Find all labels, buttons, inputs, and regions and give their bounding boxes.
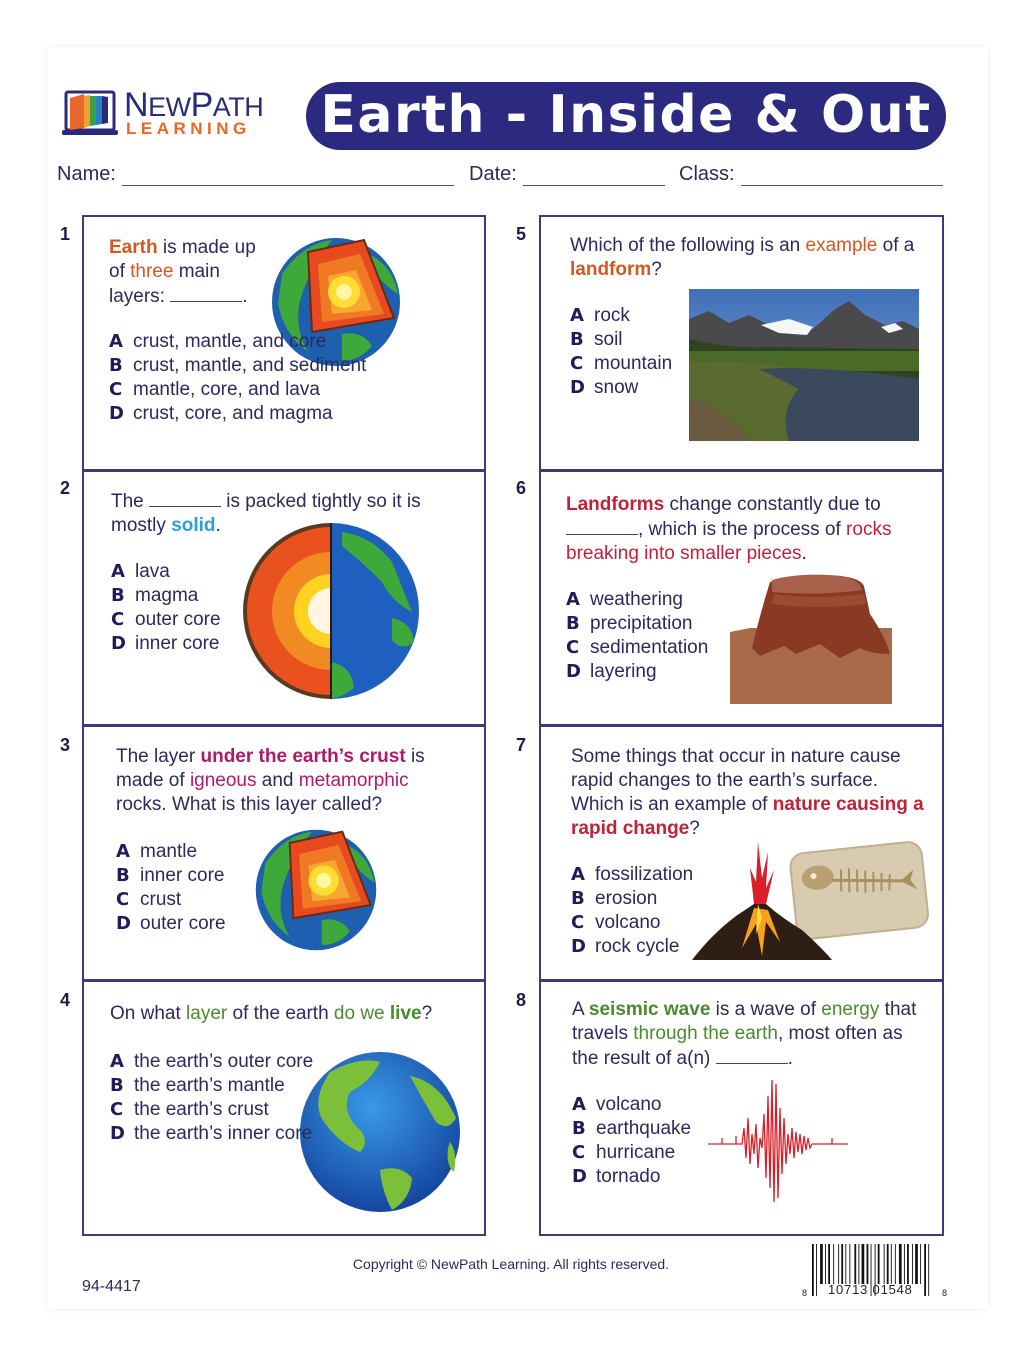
class-label: Class: — [679, 163, 735, 185]
question-text-segment: solid — [171, 515, 216, 536]
question-text-segment: nature causing a rapid change — [571, 794, 924, 839]
mesa-rock-icon — [730, 574, 892, 704]
option-text: precipitation — [590, 613, 693, 634]
question-text-segment: The — [111, 491, 150, 512]
answer-option-c[interactable] — [109, 378, 409, 402]
option-letter: A — [116, 841, 130, 862]
name-input-line[interactable] — [122, 166, 454, 186]
product-code: 94-4417 — [82, 1278, 141, 1295]
option-text: rock — [594, 305, 630, 326]
question-text-segment: On what — [110, 1003, 187, 1024]
barcode-bar — [895, 1244, 896, 1284]
option-letter: D — [110, 1123, 125, 1144]
option-letter: A — [572, 1094, 586, 1115]
answer-options — [110, 1050, 340, 1146]
question-text-segment: rocks. What is this layer called? — [116, 794, 383, 815]
option-letter: C — [116, 889, 130, 910]
barcode-bar — [867, 1244, 869, 1284]
name-label: Name: — [57, 163, 116, 185]
option-letter: B — [109, 355, 123, 376]
option-text: earthquake — [596, 1118, 692, 1139]
question-text-segment: Some things that occur in nature cause rapid changes to the earth’s surface. Which is an example of — [571, 746, 901, 815]
answer-option-b[interactable] — [111, 584, 251, 608]
option-text: mantle — [140, 841, 198, 862]
question-text-segment: under the earth’s crust — [200, 746, 406, 767]
option-text: magma — [135, 585, 199, 606]
option-letter: A — [571, 864, 585, 885]
option-text: volcano — [595, 912, 661, 933]
option-letter: A — [110, 1051, 124, 1072]
option-letter: D — [566, 661, 581, 682]
answer-option-c[interactable] — [572, 1141, 712, 1165]
logo-text-newpath: NEWPATH — [124, 86, 264, 124]
question-text-segment: Landforms — [566, 494, 665, 515]
answer-option-b[interactable] — [572, 1117, 712, 1141]
question-text — [566, 493, 906, 566]
option-text: layering — [590, 661, 657, 682]
answer-option-d[interactable] — [572, 1165, 712, 1189]
option-letter: C — [109, 379, 123, 400]
option-text: the earth’s inner core — [134, 1123, 313, 1144]
option-letter: D — [571, 936, 586, 957]
option-letter: B — [570, 329, 584, 350]
option-text: erosion — [595, 888, 658, 909]
option-text: rock cycle — [595, 936, 680, 957]
barcode-bar — [899, 1244, 902, 1284]
question-text-segment: three — [130, 261, 174, 282]
question-text-segment: is made up of — [109, 237, 256, 282]
option-letter: A — [570, 305, 584, 326]
class-field[interactable] — [679, 163, 943, 186]
barcode-bar — [828, 1244, 830, 1284]
answer-options — [571, 863, 711, 959]
question-text-segment: rocks breaking into smaller pieces — [566, 519, 892, 564]
question-text-segment: , which is the process of — [638, 519, 847, 540]
question-text-segment: igneous — [189, 770, 257, 791]
question-text-segment: , most often as the result of a(n) — [572, 1023, 903, 1069]
answer-option-a[interactable] — [566, 588, 726, 612]
barcode-bar — [907, 1244, 909, 1284]
question-text-segment: seismic wave — [588, 999, 711, 1020]
question-text-segment: through the earth — [633, 1023, 778, 1044]
answer-blank[interactable] — [716, 1046, 788, 1064]
option-letter: B — [116, 865, 130, 886]
option-text: soil — [594, 329, 623, 350]
answer-option-d[interactable] — [111, 632, 251, 656]
question-text-segment: of the earth — [227, 1003, 334, 1024]
answer-option-d[interactable] — [570, 376, 690, 400]
option-text: mountain — [594, 353, 673, 374]
answer-blank[interactable] — [170, 284, 242, 302]
barcode-bar — [845, 1244, 846, 1284]
question-text-segment: do we — [333, 1003, 390, 1024]
question-text-segment: . — [787, 1048, 793, 1069]
question-number: 7 — [516, 735, 527, 755]
question-text-segment: . — [215, 515, 221, 536]
seismograph-wave-icon — [708, 1078, 848, 1208]
question-number: 6 — [516, 478, 527, 498]
question-text-segment: ? — [689, 818, 700, 839]
answer-options — [566, 588, 726, 684]
answer-option-c[interactable] — [111, 608, 251, 632]
option-text: sedimentation — [590, 637, 709, 658]
name-field[interactable] — [57, 163, 454, 186]
answer-option-c[interactable] — [571, 911, 711, 935]
option-letter: B — [110, 1075, 124, 1096]
answer-option-d[interactable] — [110, 1122, 340, 1146]
option-text: lava — [135, 561, 170, 582]
answer-option-a[interactable] — [570, 304, 690, 328]
question-text-segment: landform — [570, 259, 652, 280]
question-number: 4 — [60, 990, 71, 1010]
option-text: the earth’s crust — [134, 1099, 269, 1120]
question-text-segment: is packed tightly so it is mostly — [111, 491, 421, 536]
barcode-icon — [800, 1244, 952, 1300]
barcode-bar — [812, 1244, 814, 1296]
answer-options — [109, 330, 409, 426]
earth-half-layers-icon — [242, 522, 420, 700]
question-text-segment: change constantly due to — [664, 494, 881, 515]
option-text: crust, mantle, and core — [133, 331, 327, 352]
option-letter: C — [572, 1142, 586, 1163]
option-text: the earth’s outer core — [134, 1051, 314, 1072]
answer-option-d[interactable] — [571, 935, 711, 959]
answer-options — [111, 560, 251, 656]
question-text — [572, 998, 932, 1071]
question-text-segment: A — [572, 999, 589, 1020]
option-text: fossilization — [595, 864, 694, 885]
barcode-bar — [920, 1244, 921, 1284]
question-text-segment: layer — [186, 1003, 228, 1024]
date-field[interactable] — [469, 163, 665, 186]
question-text-segment: . — [801, 543, 807, 564]
option-letter: A — [109, 331, 123, 352]
answer-option-c[interactable] — [566, 636, 726, 660]
question-text-segment: is made of — [116, 746, 425, 791]
answer-option-a[interactable] — [116, 840, 256, 864]
option-letter: C — [570, 353, 584, 374]
option-text: crust, mantle, and sediment — [133, 355, 367, 376]
answer-option-d[interactable] — [116, 912, 256, 936]
answer-options — [116, 840, 256, 936]
question-text-segment: Which of the following is an — [570, 235, 806, 256]
barcode-bar — [915, 1244, 918, 1284]
answer-option-b[interactable] — [110, 1074, 340, 1098]
answer-option-b[interactable] — [566, 612, 726, 636]
barcode-left-digit: 8 — [802, 1288, 808, 1298]
option-letter: D — [116, 913, 131, 934]
question-text — [571, 745, 931, 841]
question-text-segment: energy — [821, 999, 880, 1020]
question-text — [110, 1002, 470, 1026]
option-text: weathering — [590, 589, 683, 610]
barcode-bar — [820, 1244, 823, 1284]
answer-option-c[interactable] — [570, 352, 690, 376]
question-text-segment: metamorphic — [298, 770, 409, 791]
answer-option-a[interactable] — [109, 330, 409, 354]
barcode-bar — [924, 1244, 926, 1296]
option-text: crust, core, and magma — [133, 403, 333, 424]
question-text-segment: The layer — [116, 746, 201, 767]
answer-option-b[interactable] — [571, 887, 711, 911]
option-letter: A — [111, 561, 125, 582]
answer-option-a[interactable] — [110, 1050, 340, 1074]
answer-option-a[interactable] — [571, 863, 711, 887]
answer-blank[interactable] — [566, 517, 638, 535]
question-text-segment: is a wave of — [710, 999, 822, 1020]
option-text: inner core — [140, 865, 225, 886]
answer-options — [572, 1093, 712, 1189]
question-text-segment: example — [805, 235, 878, 256]
logo-text-learning: LEARNING — [126, 119, 251, 138]
option-text: the earth’s mantle — [134, 1075, 285, 1096]
answer-option-d[interactable] — [109, 402, 409, 426]
question-number: 8 — [516, 990, 527, 1010]
barcode-bar — [878, 1244, 880, 1284]
answer-option-d[interactable] — [566, 660, 726, 684]
option-letter: B — [566, 613, 580, 634]
earth-cutaway-globe-icon — [252, 826, 380, 954]
barcode-bar — [862, 1244, 865, 1284]
newpath-learning-logo — [62, 88, 292, 140]
option-text: outer core — [140, 913, 226, 934]
volcano-and-fossil-icon — [692, 838, 930, 960]
answer-option-c[interactable] — [110, 1098, 340, 1122]
option-letter: C — [566, 637, 580, 658]
question-text — [109, 236, 269, 309]
option-text: mantle, core, and lava — [133, 379, 320, 400]
option-text: outer core — [135, 609, 221, 630]
question-text-segment: ? — [421, 1003, 433, 1024]
answer-option-c[interactable] — [116, 888, 256, 912]
question-text — [570, 234, 920, 282]
option-text: volcano — [596, 1094, 662, 1115]
answer-option-a[interactable] — [572, 1093, 712, 1117]
barcode-middle-digits: 10713 01548 — [828, 1282, 913, 1297]
question-text-segment: and — [256, 770, 299, 791]
option-letter: B — [571, 888, 585, 909]
barcode-bar — [912, 1244, 913, 1284]
option-letter: C — [571, 912, 585, 933]
question-text-segment: that travels — [572, 999, 917, 1044]
question-text-segment: Earth — [109, 237, 158, 258]
copyright-notice: Copyright © NewPath Learning. All rights reserved. — [352, 1256, 670, 1272]
option-letter: B — [111, 585, 125, 606]
question-text — [116, 745, 446, 817]
barcode-bar — [891, 1244, 892, 1284]
barcode-bar — [858, 1244, 859, 1284]
option-text: snow — [594, 377, 639, 398]
question-text-segment: main layers: — [109, 261, 220, 307]
option-letter: D — [572, 1166, 587, 1187]
barcode-bar — [833, 1244, 834, 1284]
option-letter: C — [110, 1099, 124, 1120]
answer-options — [570, 304, 690, 400]
mountain-river-photo — [689, 289, 919, 441]
option-text: inner core — [135, 633, 220, 654]
answer-option-b[interactable] — [570, 328, 690, 352]
question-text-segment: . — [242, 286, 248, 307]
barcode-bar — [825, 1244, 826, 1284]
barcode-bar — [849, 1244, 850, 1284]
class-input-line[interactable] — [741, 166, 943, 186]
option-text: crust — [140, 889, 182, 910]
barcode-bar — [841, 1244, 843, 1284]
question-number: 5 — [516, 224, 527, 244]
question-text-segment: of a — [877, 235, 915, 256]
barcode-right-digit: 8 — [942, 1288, 948, 1298]
date-label: Date: — [469, 163, 517, 185]
barcode-bar — [928, 1244, 929, 1296]
option-text: tornado — [596, 1166, 661, 1187]
barcode-bar — [816, 1244, 817, 1296]
question-text — [111, 489, 451, 538]
answer-option-a[interactable] — [111, 560, 251, 584]
option-letter: A — [566, 589, 580, 610]
question-number: 2 — [60, 478, 71, 498]
date-input-line[interactable] — [523, 166, 665, 186]
page-title: Earth - Inside & Out — [306, 82, 946, 150]
barcode-bar — [838, 1244, 839, 1284]
question-text-segment: ? — [651, 259, 662, 280]
question-number: 3 — [60, 735, 71, 755]
barcode-bar — [887, 1244, 889, 1284]
question-number: 1 — [60, 224, 71, 244]
newpath-book-logo-icon — [62, 90, 118, 138]
answer-option-b[interactable] — [109, 354, 409, 378]
answer-blank[interactable] — [149, 489, 221, 507]
question-text-segment: live — [389, 1003, 422, 1024]
option-letter: D — [111, 633, 126, 654]
option-letter: D — [109, 403, 124, 424]
option-letter: D — [570, 377, 585, 398]
option-letter: C — [111, 609, 125, 630]
barcode-bar — [884, 1244, 885, 1284]
barcode-bar — [854, 1244, 856, 1284]
barcode-bar — [904, 1244, 905, 1284]
answer-option-b[interactable] — [116, 864, 256, 888]
option-letter: B — [572, 1118, 586, 1139]
option-text: hurricane — [596, 1142, 676, 1163]
